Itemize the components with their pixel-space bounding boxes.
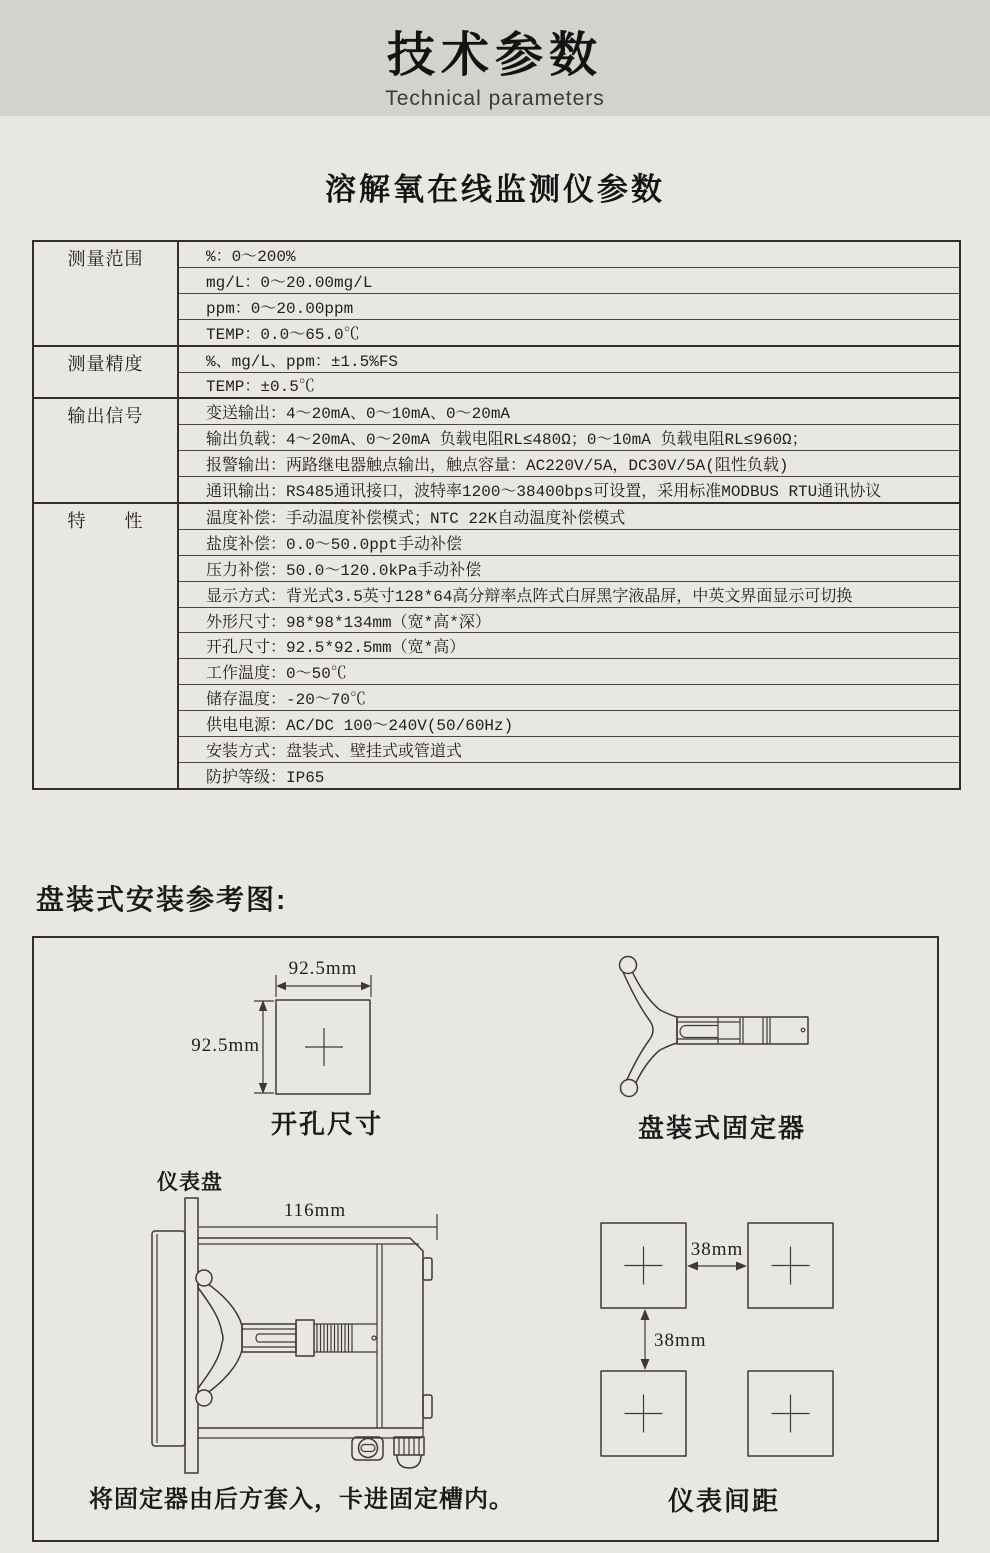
spec-row: 通讯输出：RS485通讯接口，波特率1200～38400bps可设置，采用标准MODBUS RTU通讯协议	[178, 477, 960, 503]
v-gap-dim-label: 38mm	[654, 1330, 707, 1351]
spec-row: TEMP：0.0～65.0℃	[178, 319, 960, 345]
hole-size-caption: 开孔尺寸	[270, 1109, 384, 1139]
spec-row: 变送输出：4～20mA、0～10mA、0～20mA	[178, 398, 960, 424]
product-title: 溶解氧在线监测仪参数	[325, 172, 665, 207]
install-diagram-box	[32, 936, 939, 1542]
page-title: 技术参数	[386, 29, 603, 82]
group-label-features: 特 性	[33, 503, 178, 789]
install-section-heading: 盘装式安装参考图:	[36, 884, 288, 915]
spec-row: 安装方式：盘装式、壁挂式或管道式	[178, 737, 960, 763]
spec-row: %：0～200%	[178, 241, 960, 267]
fixer-caption: 盘装式固定器	[637, 1113, 807, 1143]
hole-size-drawing	[254, 975, 371, 1094]
spec-row: 储存温度：-20～70℃	[178, 685, 960, 711]
spec-row: 外形尺寸：98*98*134mm（宽*高*深）	[178, 607, 960, 633]
h-gap-dim-label: 38mm	[690, 1239, 744, 1260]
header-band	[0, 0, 990, 116]
spec-row: 压力补偿：50.0～120.0kPa手动补偿	[178, 555, 960, 581]
spec-row: mg/L：0～20.00mg/L	[178, 267, 960, 293]
page-subtitle-en: Technical parameters	[385, 87, 605, 110]
spec-row: 供电电源：AC/DC 100～240V(50/60Hz)	[178, 711, 960, 737]
installation-line-art	[34, 938, 937, 1540]
spec-row: 温度补偿：手动温度补偿模式；NTC 22K自动温度补偿模式	[178, 503, 960, 529]
panel-fixer-drawing	[620, 957, 809, 1097]
spacing-caption: 仪表间距	[667, 1486, 781, 1516]
depth-dim-label: 116mm	[283, 1200, 347, 1221]
hole-height-dim-label: 92.5mm	[191, 1035, 260, 1056]
spec-row: 防护等级：IP65	[178, 762, 960, 789]
panel-label: 仪表盘	[157, 1171, 223, 1194]
spec-row: 盐度补偿：0.0～50.0ppt手动补偿	[178, 529, 960, 555]
spec-table	[32, 240, 961, 790]
panel-side-view-drawing	[152, 1198, 437, 1473]
group-label-range: 测量范围	[33, 241, 178, 346]
hole-width-dim-label: 92.5mm	[288, 958, 358, 979]
group-label-output: 输出信号	[33, 398, 178, 503]
spec-row: 开孔尺寸：92.5*92.5mm（宽*高）	[178, 633, 960, 659]
install-note: 将固定器由后方套入，卡进固定槽内。	[89, 1486, 514, 1513]
spec-row: %、mg/L、ppm：±1.5%FS	[178, 346, 960, 372]
spec-row: TEMP：±0.5℃	[178, 372, 960, 398]
spec-row: 工作温度：0～50℃	[178, 659, 960, 685]
spec-row: 报警输出：两路继电器触点输出，触点容量：AC220V/5A，DC30V/5A(阻性负载)	[178, 451, 960, 477]
spec-row: 输出负载：4～20mA、0～20mA 负载电阻RL≤480Ω；0～10mA 负载电阻RL≤960Ω；	[178, 425, 960, 451]
group-label-accuracy: 测量精度	[33, 346, 178, 399]
spec-row: 显示方式：背光式3.5英寸128*64高分辩率点阵式白屏黑字液晶屏，中英文界面显示可切换	[178, 581, 960, 607]
spec-row: ppm：0～20.00ppm	[178, 293, 960, 319]
